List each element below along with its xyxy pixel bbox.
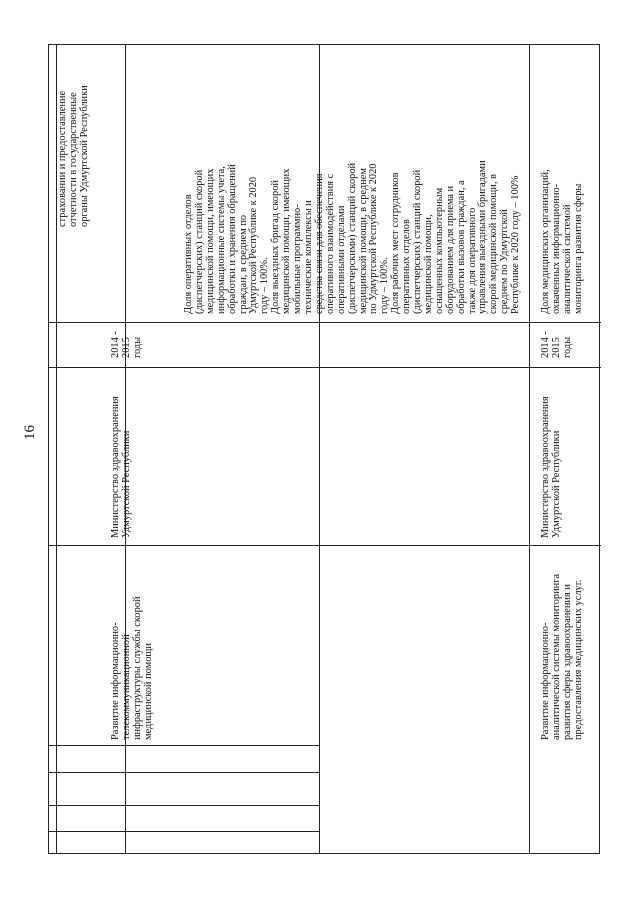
text-line: по Удмуртской Республике к 2020 <box>368 163 380 314</box>
text-line: Удмуртской Республики <box>550 430 562 538</box>
row2-period-cell <box>541 331 574 358</box>
text-line: 2014 - <box>110 331 121 358</box>
text-line: среднем по Удмуртской <box>499 209 511 314</box>
text-line: (диспетчерских) станций скорой <box>193 169 205 314</box>
text-line: оперативного взаимодействия с <box>324 173 336 314</box>
text-line: 2014 - <box>540 331 551 358</box>
text-line: медицинской помощи, имеющих <box>281 168 293 314</box>
text-line: Министерство здравоохранения <box>110 396 121 538</box>
text-line: Республике к 2020 году – 100% <box>510 175 522 314</box>
text-line: оперативными отделами <box>335 205 347 314</box>
text-line: технические комплексы и <box>302 200 314 314</box>
row-divider <box>49 805 319 806</box>
text-line: страховании и предоставление <box>57 90 68 227</box>
text-line: органы Удмуртской Республики <box>78 85 90 227</box>
text-line: Министерство здравоохранения <box>540 396 551 538</box>
text-line: обработки вызовов граждан, а <box>455 180 467 314</box>
column-divider <box>529 45 530 853</box>
text-line: медицинской помощи, имеющих <box>204 168 216 314</box>
carryover-indicators-cell <box>58 85 91 227</box>
text-line: Доля выездных бригад скорой <box>270 180 282 314</box>
row-divider <box>49 322 601 323</box>
text-line: Удмуртской Республики <box>120 430 132 538</box>
row1-indicators-cell <box>184 160 522 314</box>
row1-period-cell <box>111 331 144 358</box>
text-line: скорой медицинской помощи, в <box>488 174 500 314</box>
text-line: годы <box>131 336 143 358</box>
text-line: обработки и хранения обращений <box>226 164 238 314</box>
text-line: предоставления медицинских услуг. <box>572 579 584 740</box>
text-line: 2015 <box>120 337 132 358</box>
text-line: Удмуртской Республике к 2020 <box>248 176 260 314</box>
text-line: Доля рабочих мест сотрудников <box>390 172 402 314</box>
row2-name-cell <box>541 574 585 740</box>
text-line: граждан, в среднем по <box>237 214 249 314</box>
row-divider <box>49 367 601 368</box>
text-line: инфраструктуры службы скорой <box>131 596 143 740</box>
text-line: годы <box>561 336 573 358</box>
text-line: 2015 <box>550 337 562 358</box>
text-line: году – 100%. <box>379 257 391 314</box>
text-line: медицинской помощи, в среднем <box>357 168 369 314</box>
text-line: Развитие информационно- <box>110 622 121 740</box>
text-line: Доля оперативных отделов <box>183 194 194 314</box>
text-line: мониторинга развития сферы <box>572 183 584 314</box>
row-divider <box>49 772 319 773</box>
text-line: Развитие информационно- <box>540 622 551 740</box>
text-line: медицинской помощи, <box>422 214 434 314</box>
text-line: развития сферы здравоохранения и <box>561 584 573 740</box>
text-line: также для оперативного <box>466 207 478 314</box>
text-line: управления выездными бригадами <box>477 160 489 314</box>
row1-name-cell <box>111 596 155 740</box>
row-divider <box>49 545 601 546</box>
text-line: мобильные программно- <box>292 204 304 314</box>
text-line: отчетности в государственные <box>67 92 79 227</box>
text-line: Доля медицинских организаций, <box>540 169 551 314</box>
text-line: телекоммуникационной <box>120 634 132 740</box>
text-line: информационные системы учета, <box>215 166 227 314</box>
text-line: медицинской помощи <box>142 643 154 740</box>
text-line: году – 100%. <box>259 257 271 314</box>
text-line: аналитической системы мониторинга <box>550 573 562 740</box>
page-number: 16 <box>22 425 38 440</box>
row-divider <box>49 831 319 832</box>
text-line: аналитической системой <box>561 204 573 314</box>
text-line: (диспетчерских) станций скорой <box>412 169 424 314</box>
text-line: (диспетчерскими) станций скорой <box>346 162 358 314</box>
text-line: оснащенных компьютерным <box>433 187 445 314</box>
row2-responsible-cell <box>541 396 563 538</box>
text-line: средства связи для обеспечения <box>313 173 325 314</box>
row-divider <box>49 745 319 746</box>
text-line: оборудованием для приема и <box>444 185 456 314</box>
row2-indicators-cell <box>541 169 585 314</box>
text-line: оперативных отделов <box>401 219 413 314</box>
row1-responsible-cell <box>111 396 133 538</box>
text-line: охваченных информационно- <box>550 183 562 314</box>
